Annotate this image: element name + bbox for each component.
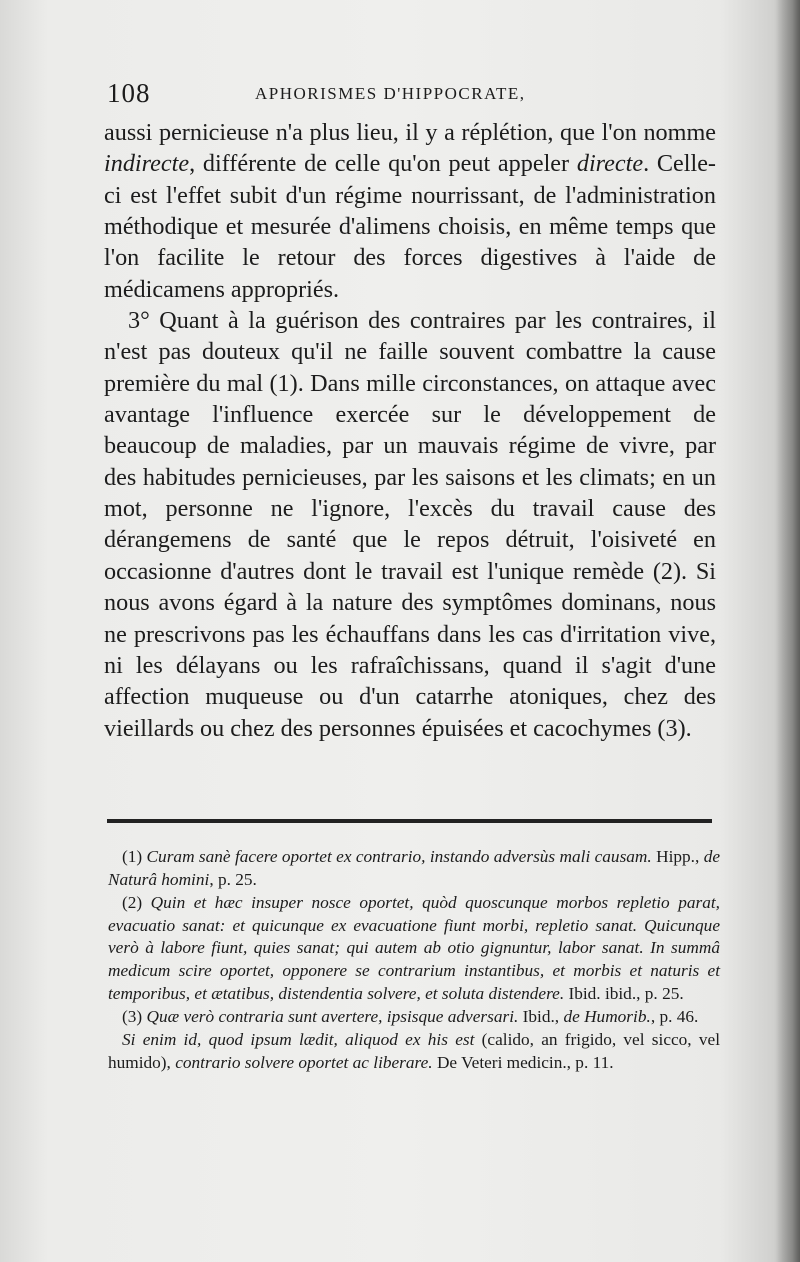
footnote-3: (3) Quæ verò contraria sunt avertere, ipsisque adversari. Ibid., de Humorib., p. 46. xyxy=(122,1006,699,1026)
footnotes xyxy=(108,846,720,1074)
paragraph-2: 3° Quant à la guérison des contraires par les contraires, il n'est pas douteux qu'il ne faille souvent combattre la cause première du mal (1). Dans mille circonstances, on attaque avec avantage l'influence exercée sur le développement de beaucoup de maladies, par un mauvais régime de vivre, par des habitudes pernicieuses, par les saisons et les climats; en un mot, personne ne l'ignore, l'excès du travail cause des dérangemens de santé que le repos détruit, l'oisiveté en occasionne d'autres dont le travail est l'unique remède (2). Si nous avons égard à la nature des symptômes dominans, nous ne prescrivons pas les échauffans dans les cas d'irritation vive, ni les délayans ou les rafraîchissans, quand il s'agit d'une affection muqueuse ou d'un catarrhe atoniques, chez des vieillards ou chez des personnes épuisées et cacochymes (3). xyxy=(104,307,716,742)
main-text xyxy=(104,117,716,744)
footnote-2: (2) Quin et hæc insuper nosce oportet, quòd quoscunque morbos repletio parat, evacuatio sanat: et quicunque ex evacuatione fiunt morbi, repletio sanat. Quicunque verò à labore fiunt, quies sanat; qui autem ab otio gignuntur, labor sanat. In summâ medicum scire oportet, opponere se contrarium instantibus, et morbis et naturis et temporibus, et ætatibus, distendentia solvere, et soluta distendere. Ibid. ibid., p. 25. xyxy=(108,892,720,1004)
page-number: 108 xyxy=(107,78,151,108)
footnote-3-continued: Si enim id, quod ipsum lædit, aliquod ex his est (calido, an frigido, vel sicco, vel humido), contrario solvere oportet ac liberare. De Veteri medicin., p. 11. xyxy=(108,1029,720,1072)
page-edge-shadow xyxy=(774,0,800,1262)
running-head: APHORISMES D'HIPPOCRATE, xyxy=(255,84,526,103)
page-header xyxy=(107,78,713,108)
footnote-1: (1) Curam sanè facere oportet ex contrario, instando adversùs mali causam. Hipp., de Naturâ homini, p. 25. xyxy=(108,847,720,889)
footnote-rule xyxy=(107,819,712,823)
paragraph-1: aussi pernicieuse n'a plus lieu, il y a réplétion, que l'on nomme indirecte, différente de celle qu'on peut appeler directe. Celle-ci est l'effet subit d'un régime nourrissant, de l'administration méthodique et mesurée d'alimens choisis, en même temps que l'on facilite le retour des forces digestives à l'aide de médicamens appropriés. xyxy=(104,119,716,303)
